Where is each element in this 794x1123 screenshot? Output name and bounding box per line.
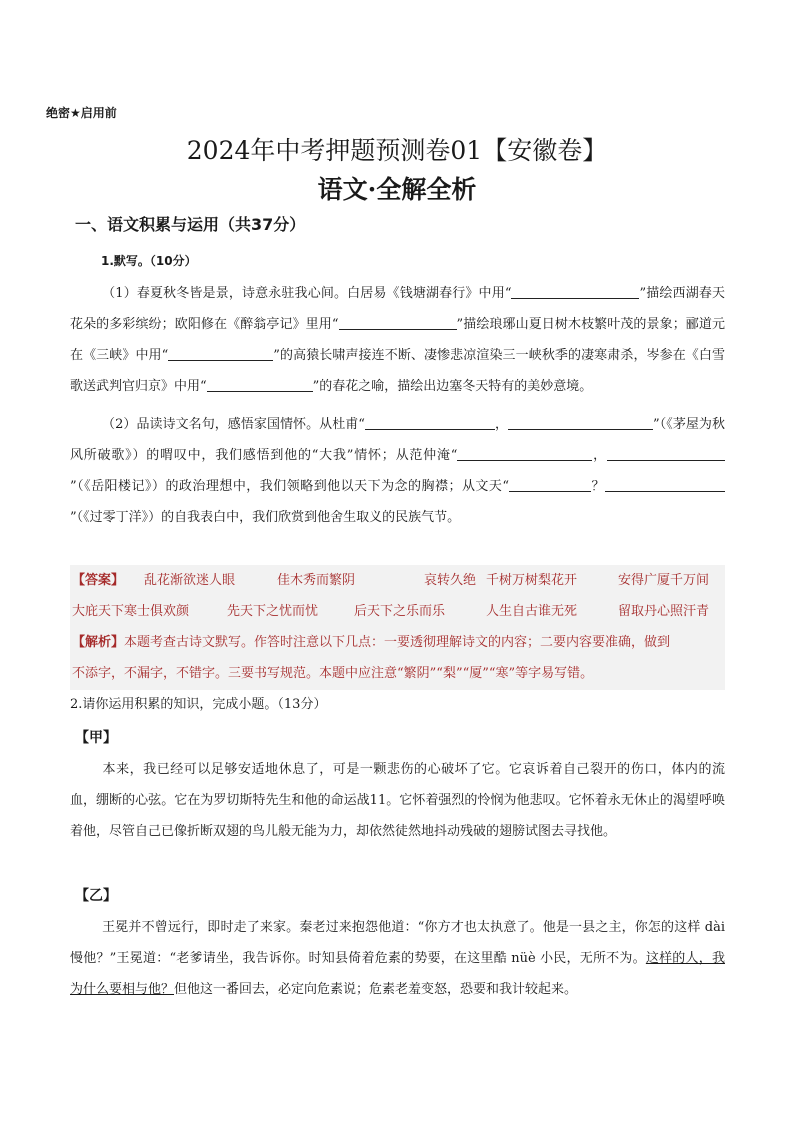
text-segment: ”（《岳阳楼记》）的政治理想中，我们领略到他以天下为念的胸襟；从文天“ (70, 479, 510, 494)
answer-item: 哀转久绝 (424, 573, 477, 588)
answer-item: 人生自古谁无死 (486, 604, 578, 619)
exam-title: 2024年中考押题预测卷01【安徽卷】 (186, 136, 608, 165)
passage-yi-text: 但他这一番回去，必定向危素说；危素老羞变怒，恐要和我计较起来。 (174, 982, 578, 997)
question-2-heading: 2.请你运用积累的知识，完成小题。（13分） (70, 697, 327, 712)
text-segment: ， (494, 417, 509, 432)
answer-item: 先天下之忧而忧 (227, 604, 319, 619)
question-1-part-1 (70, 278, 725, 402)
answer-analysis-box (70, 565, 725, 690)
answer-item: 千树万树梨花开 (486, 573, 578, 588)
answer-blank[interactable] (168, 346, 273, 361)
text-segment: ”（《茅屋为秋风所破歌》）的喟叹中，我们感悟到他的“大我”情怀；从范仲淹“ (70, 417, 725, 463)
answer-item: 大庇天下寒士俱欢颜 (72, 604, 190, 619)
passage-jia (70, 754, 725, 847)
passage-jia-text: 本来，我已经可以足够安适地休息了，可是一颗悲伤的心破坏了它。它哀诉着自己裂开的伤口，体内的流血，绷断的心弦。它在为罗切斯特先生和他的命运战11。它怀着强烈的怜悯为他悲叹。它怀着永无休止的渴望呼唤着他，尽管自己已像折断双翅的鸟儿般无能为力，却依然徒然地抖动残破的翅膀试图去寻找他。 (70, 762, 725, 839)
analysis-text: 不添字，不漏字，不错字。三要书写规范。本题中应注意“繁阴”“梨”“厦”“寒”等字易写错。 (72, 666, 594, 681)
section-heading: 一、语文积累与运用（共37分） (75, 215, 306, 234)
passage-jia-label: 【甲】 (75, 730, 117, 746)
text-segment: ， (592, 448, 607, 463)
exam-subtitle: 语文·全解全析 (317, 175, 477, 204)
answer-item: 后天下之乐而乐 (354, 604, 446, 619)
answer-blank[interactable] (457, 446, 592, 461)
text-segment: （1）春夏秋冬皆是景，诗意永驻我心间。白居易《钱塘湖春行》中用“ (102, 286, 512, 301)
text-segment: ”描绘西湖春天花朵的多彩缤纷；欧阳修在《醉翁亭记》里用“ (70, 286, 725, 332)
answer-row-1 (72, 565, 723, 596)
answer-blank[interactable] (207, 377, 313, 392)
text-segment: ”（《过零丁洋》）的自我表白中，我们欣赏到他舍生取义的民族气节。 (70, 510, 461, 525)
passage-yi-text: 王冕并不曾远行，即时走了来家。秦老过来抱怨他道：“你方才也太执意了。他是一县之主，你怎的这样 dài 慢他？”王冕道：“老爹请坐，我告诉你。时知县倚着危素的势要，在这里酷 nüè 小民，无所不为。 (70, 920, 725, 966)
answer-item: 佳木秀而繁阴 (277, 573, 356, 588)
answer-blank[interactable] (605, 477, 725, 492)
text-segment: （2）品读诗文名句，感悟家国情怀。从杜甫“ (102, 417, 365, 432)
answer-item: 乱花渐欲迷人眼 (144, 573, 236, 588)
analysis-text: 本题考查古诗文默写。作答时注意以下几点：一要透彻理解诗文的内容；二要内容要准确，做到 (124, 635, 671, 650)
analysis-line-1 (72, 627, 723, 658)
analysis-tag: 【解析】 (72, 635, 125, 650)
text-segment: ”的春花之喻，描绘出边塞冬天特有的美妙意境。 (312, 379, 593, 394)
answer-blank[interactable] (511, 284, 639, 299)
passage-yi (70, 912, 725, 1005)
passage-yi-label: 【乙】 (75, 888, 117, 904)
answer-blank[interactable] (508, 415, 653, 430)
text-segment: ”描绘琅琊山夏日树木枝繁叶茂的景象；郦道元在《三峡》中用“ (70, 317, 725, 363)
answer-tag: 【答案】 (72, 573, 125, 588)
answer-item: 留取丹心照汗青 (618, 604, 710, 619)
answer-blank[interactable] (339, 315, 457, 330)
answer-row-2 (72, 596, 723, 627)
underlined-sentence: 这样的人，我为什么要相与他？ (70, 951, 725, 997)
question-1-heading: 1.默写。（10分） (101, 254, 197, 268)
answer-blank[interactable] (607, 446, 725, 461)
question-1-part-2 (70, 409, 725, 533)
text-segment: ？ (591, 479, 605, 494)
answer-blank[interactable] (365, 415, 495, 430)
analysis-line-2 (72, 658, 723, 689)
confidential-label: 绝密★启用前 (46, 106, 117, 120)
text-segment: ”的高猿长啸声接连不断、凄惨悲凉渲染三一峡秋季的凄寒肃杀，岑参在《白雪歌送武判官归京》中用“ (70, 348, 725, 394)
answer-blank[interactable] (509, 477, 591, 492)
answer-item: 安得广厦千万间 (618, 573, 710, 588)
